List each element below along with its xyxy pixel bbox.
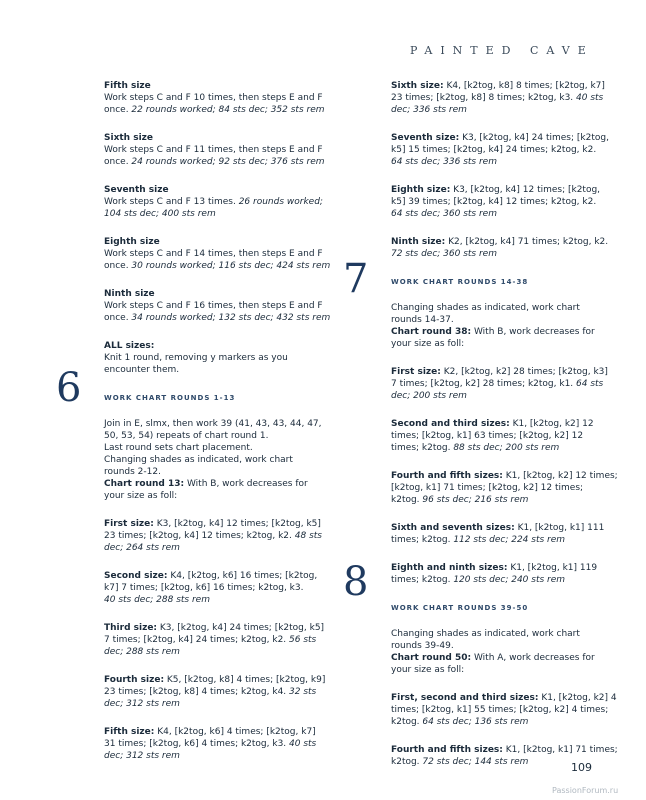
text-line [391,534,601,546]
instruction-paragraph [391,132,609,168]
text-run: Eighth and ninth sizes: [391,563,508,573]
text-line [104,454,314,466]
instruction-paragraph [391,522,605,546]
text-run: K2, [k2tog, k2] 28 times; [k2tog, k3] [440,367,608,377]
text-run: Ninth size [104,289,155,299]
text-run: 7 times; [k2tog, k4] 24 times; k2tog, k2. [104,635,290,645]
text-line [391,430,601,442]
text-run: K4, [k2tog, k6] 16 times; [k2tog, [167,571,318,581]
text-line [391,756,601,768]
text-run: 24 rounds worked; 92 sts dec; 376 sts rem [131,157,325,167]
text-run: K3, [k2tog, k4] 24 times; [k2tog, [459,133,609,143]
left-column [104,80,331,778]
text-run: once. [104,313,132,323]
text-run: With A, work decreases for [471,653,595,663]
text-run: your size as foll: [391,665,465,675]
text-line [104,260,331,272]
text-run: your size as foll: [104,491,178,501]
text-run: Work steps C and F 11 times, then steps E and F [104,145,323,155]
text-run: encounter them. [104,365,180,375]
text-line [391,196,601,208]
text-run: 26 rounds worked; [238,197,323,207]
text-line [391,418,601,430]
text-run: 96 sts dec; 216 sts rem [422,495,529,505]
instruction-paragraph [104,340,314,376]
text-line [104,542,314,554]
text-line [391,652,601,664]
instruction-paragraph [104,518,322,554]
text-line [104,92,323,104]
text-line [391,80,605,92]
instruction-paragraph [391,692,617,728]
text-run: 23 times; [k2tog, k8] 4 times; k2tog, k4. [104,687,290,697]
text-line [391,378,604,390]
instruction-paragraph [104,570,318,606]
text-run: Fourth and fifth sizes: [391,471,503,481]
section-heading: WORK CHART ROUNDS 14-38 [391,278,529,286]
text-line [104,184,314,196]
text-line [104,490,314,502]
text-run: k2tog. [391,757,423,767]
text-line [391,132,609,144]
text-line [104,594,314,606]
text-run: 30 rounds worked; 116 sts dec; 424 sts rem [131,261,331,271]
text-line [391,704,609,716]
text-run: Join in E, slmx, then work 39 (41, 43, 43, 44, 47, [104,419,322,429]
instruction-paragraph [391,366,608,402]
text-run: Fifth size [104,81,151,91]
text-line [104,312,331,324]
text-run: Sixth size [104,133,153,143]
text-run: times; [k2tog, k1] 55 times; [k2tog, k2] 4 times; [391,705,609,715]
text-run: once. [104,157,132,167]
text-run: Seventh size: [391,133,460,143]
text-line [391,390,601,402]
instruction-paragraph [391,628,601,676]
text-line [391,442,601,454]
text-run: Changing shades as indicated, work chart [391,629,580,639]
text-run: 72 sts dec; 360 sts rem [391,249,497,259]
text-line [391,494,601,506]
text-run: Third size: [104,623,158,633]
text-line [391,692,617,704]
text-line [391,470,618,482]
text-line [104,156,325,168]
instruction-paragraph [391,80,605,116]
text-run: K1, [k2tog, k1] 71 times; [502,745,618,755]
text-line [104,686,317,698]
text-run: 72 sts dec; 144 sts rem [422,757,529,767]
text-line [104,144,323,156]
text-line [391,574,601,586]
text-line [391,482,601,494]
text-run: your size as foll: [391,339,465,349]
text-run: rounds 14-37. [391,315,454,325]
text-run: Second and third sizes: [391,419,510,429]
text-line [104,340,314,352]
text-run: 50, 53, 54) repeats of chart round 1. [104,431,269,441]
text-line [104,208,314,220]
text-line [104,646,314,658]
instruction-paragraph [104,674,326,710]
text-run: times; k2tog. [391,443,454,453]
text-run: Changing shades as indicated, work chart [104,455,293,465]
text-run: 7 times; [k2tog, k2] 28 times; k2tog, k1. [391,379,577,389]
text-line [104,634,317,646]
text-line [391,562,601,574]
text-run: Sixth and seventh sizes: [391,523,515,533]
text-line [391,208,601,220]
text-run: 64 sts dec; 336 sts rem [391,157,497,167]
text-line [104,104,325,116]
text-run: First size: [391,367,441,377]
text-run: K1, [k2tog, k2] 12 [509,419,594,429]
text-run: K3, [k2tog, k4] 12 times; [k2tog, k5] [153,519,321,529]
text-line [391,338,601,350]
text-line [391,302,601,314]
text-run: 40 sts [576,93,604,103]
text-run: rounds 39-49. [391,641,454,651]
text-line [104,364,314,376]
text-run: Work steps C and F 14 times, then steps E and F [104,249,323,259]
text-line [104,248,323,260]
text-line [104,80,314,92]
text-run: 40 sts [289,739,317,749]
text-line [104,236,314,248]
instruction-paragraph [104,288,331,324]
text-line [391,144,601,156]
text-line [104,288,314,300]
text-run: Last round sets chart placement. [104,443,253,453]
text-line [391,628,601,640]
instruction-paragraph [391,562,601,586]
text-line [391,314,601,326]
text-line [391,664,601,676]
text-run: once. [104,261,132,271]
text-line [104,518,321,530]
instruction-paragraph [391,744,618,768]
text-run: 23 times; [k2tog, k8] 8 times; k2tog, k3. [391,93,577,103]
running-title: PAINTED CAVE [410,44,594,57]
text-run: Eighth size: [391,185,451,195]
text-line [104,466,314,478]
section-heading: WORK CHART ROUNDS 39-50 [391,604,529,612]
text-run: First, second and third sizes: [391,693,539,703]
instruction-paragraph [391,184,601,220]
text-run: Work steps C and F 16 times, then steps E and F [104,301,323,311]
text-line [104,442,314,454]
text-run: times; k2tog. [391,575,454,585]
text-run: 56 sts [289,635,317,645]
instruction-paragraph [104,184,323,220]
text-line [104,430,314,442]
instruction-paragraph [104,726,317,762]
text-line [391,640,601,652]
text-line [104,738,317,750]
text-run: K1, [k2tog, k2] 12 times; [502,471,618,481]
text-run: K5, [k2tog, k8] 4 times; [k2tog, k9] [164,675,326,685]
text-run: 64 sts dec; 360 sts rem [391,209,497,219]
text-run: dec; 264 sts rem [104,543,180,553]
text-run: 34 rounds worked; 132 sts dec; 432 sts rem [131,313,331,323]
text-line [391,716,601,728]
text-run: K3, [k2tog, k4] 12 times; [k2tog, [450,185,601,195]
instruction-paragraph [391,302,601,350]
text-run: Fifth size: [104,727,155,737]
text-run: 22 rounds worked; 84 sts dec; 352 sts rem [131,105,325,115]
text-run: once. [104,105,132,115]
text-run: Knit 1 round, removing y markers as you [104,353,288,363]
text-run: k5] 15 times; [k2tog, k4] 24 times; k2tog, k2. [391,145,597,155]
text-run: 48 sts [294,531,322,541]
instruction-paragraph [104,418,322,502]
text-run: K1, [k2tog, k1] 119 [507,563,598,573]
text-run: k2tog. [391,717,423,727]
instruction-paragraph [104,622,325,658]
text-run: k7] 7 times; [k2tog, k6] 16 times; k2tog, k3. [104,583,304,593]
instruction-paragraph [104,132,325,168]
text-line [104,132,314,144]
text-line [104,698,314,710]
text-line [104,300,323,312]
text-line [391,248,601,260]
text-run: Changing shades as indicated, work chart [391,303,580,313]
text-run: 88 sts dec; 200 sts rem [453,443,560,453]
text-run: K2, [k2tog, k4] 71 times; k2tog, k2. [445,237,609,247]
text-run: Fourth and fifth sizes: [391,745,503,755]
text-run: K3, [k2tog, k4] 24 times; [k2tog, k5] [157,623,325,633]
text-line [104,196,323,208]
text-run: Work steps C and F 10 times, then steps E and F [104,93,323,103]
text-run: Eighth size [104,237,160,247]
text-line [391,236,609,248]
text-line [104,750,314,762]
text-run: Chart round 38: [391,327,472,337]
text-run: 31 times; [k2tog, k6] 4 times; k2tog, k3. [104,739,290,749]
text-run: 104 sts dec; 400 sts rem [104,209,216,219]
text-run: 64 sts [576,379,604,389]
text-run: K1, [k2tog, k1] 111 [514,523,605,533]
text-run: Chart round 50: [391,653,472,663]
text-run: Seventh size [104,185,169,195]
section-heading: WORK CHART ROUNDS 1-13 [104,394,236,402]
text-line [104,726,314,738]
text-run: Second size: [104,571,168,581]
text-run: times; k2tog. [391,535,454,545]
text-line [104,478,314,490]
text-run: Sixth size: [391,81,444,91]
text-line [104,418,322,430]
text-run: dec; 312 sts rem [104,751,180,761]
text-run: 64 sts dec; 136 sts rem [422,717,529,727]
text-run: With B, work decreases for [471,327,595,337]
text-run: ALL sizes: [104,341,155,351]
text-run: Work steps C and F 13 times. [104,197,239,207]
text-run: Ninth size: [391,237,446,247]
text-line [104,530,322,542]
text-line [104,622,325,634]
text-run: 32 sts [289,687,317,697]
step-number-8: 8 [343,559,369,605]
text-line [391,326,601,338]
text-run: dec; 312 sts rem [104,699,180,709]
right-column [391,80,618,784]
instruction-paragraph [391,236,609,260]
text-line [391,522,605,534]
text-run: times; [k2tog, k1] 63 times; [k2tog, k2] 12 [391,431,584,441]
text-line [104,582,314,594]
text-line [104,352,314,364]
text-line [104,570,318,582]
text-run: 23 times; [k2tog, k4] 12 times; k2tog, k2. [104,531,295,541]
text-line [391,366,608,378]
watermark: PassionForum.ru [552,786,619,795]
text-run: dec; 336 sts rem [391,105,467,115]
text-run: 112 sts dec; 224 sts rem [453,535,566,545]
page-number: 109 [571,761,592,774]
text-line [391,156,601,168]
text-run: 120 sts dec; 240 sts rem [453,575,566,585]
text-run: First size: [104,519,154,529]
instruction-paragraph [391,418,601,454]
text-run: K4, [k2tog, k6] 4 times; [k2tog, k7] [154,727,316,737]
step-number-7: 7 [343,256,369,302]
text-run: Fourth size: [104,675,165,685]
text-run: rounds 2-12. [104,467,161,477]
text-line [391,104,601,116]
text-run: 40 sts dec; 288 sts rem [104,595,210,605]
step-number-6: 6 [56,365,82,411]
text-run: K1, [k2tog, k2] 4 [538,693,617,703]
text-run: dec; 288 sts rem [104,647,180,657]
instruction-paragraph [104,236,331,272]
text-line [391,184,601,196]
text-run: [k2tog, k1] 71 times; [k2tog, k2] 12 times; [391,483,584,493]
text-line [391,92,604,104]
text-run: dec; 200 sts rem [391,391,467,401]
text-run: k2tog. [391,495,423,505]
instruction-paragraph [104,80,325,116]
text-run: Chart round 13: [104,479,185,489]
text-run: K4, [k2tog, k8] 8 times; [k2tog, k7] [443,81,605,91]
text-run: With B, work decreases for [184,479,308,489]
text-line [104,674,326,686]
text-run: k5] 39 times; [k2tog, k4] 12 times; k2tog, k2. [391,197,597,207]
instruction-paragraph [391,470,618,506]
text-line [391,744,618,756]
